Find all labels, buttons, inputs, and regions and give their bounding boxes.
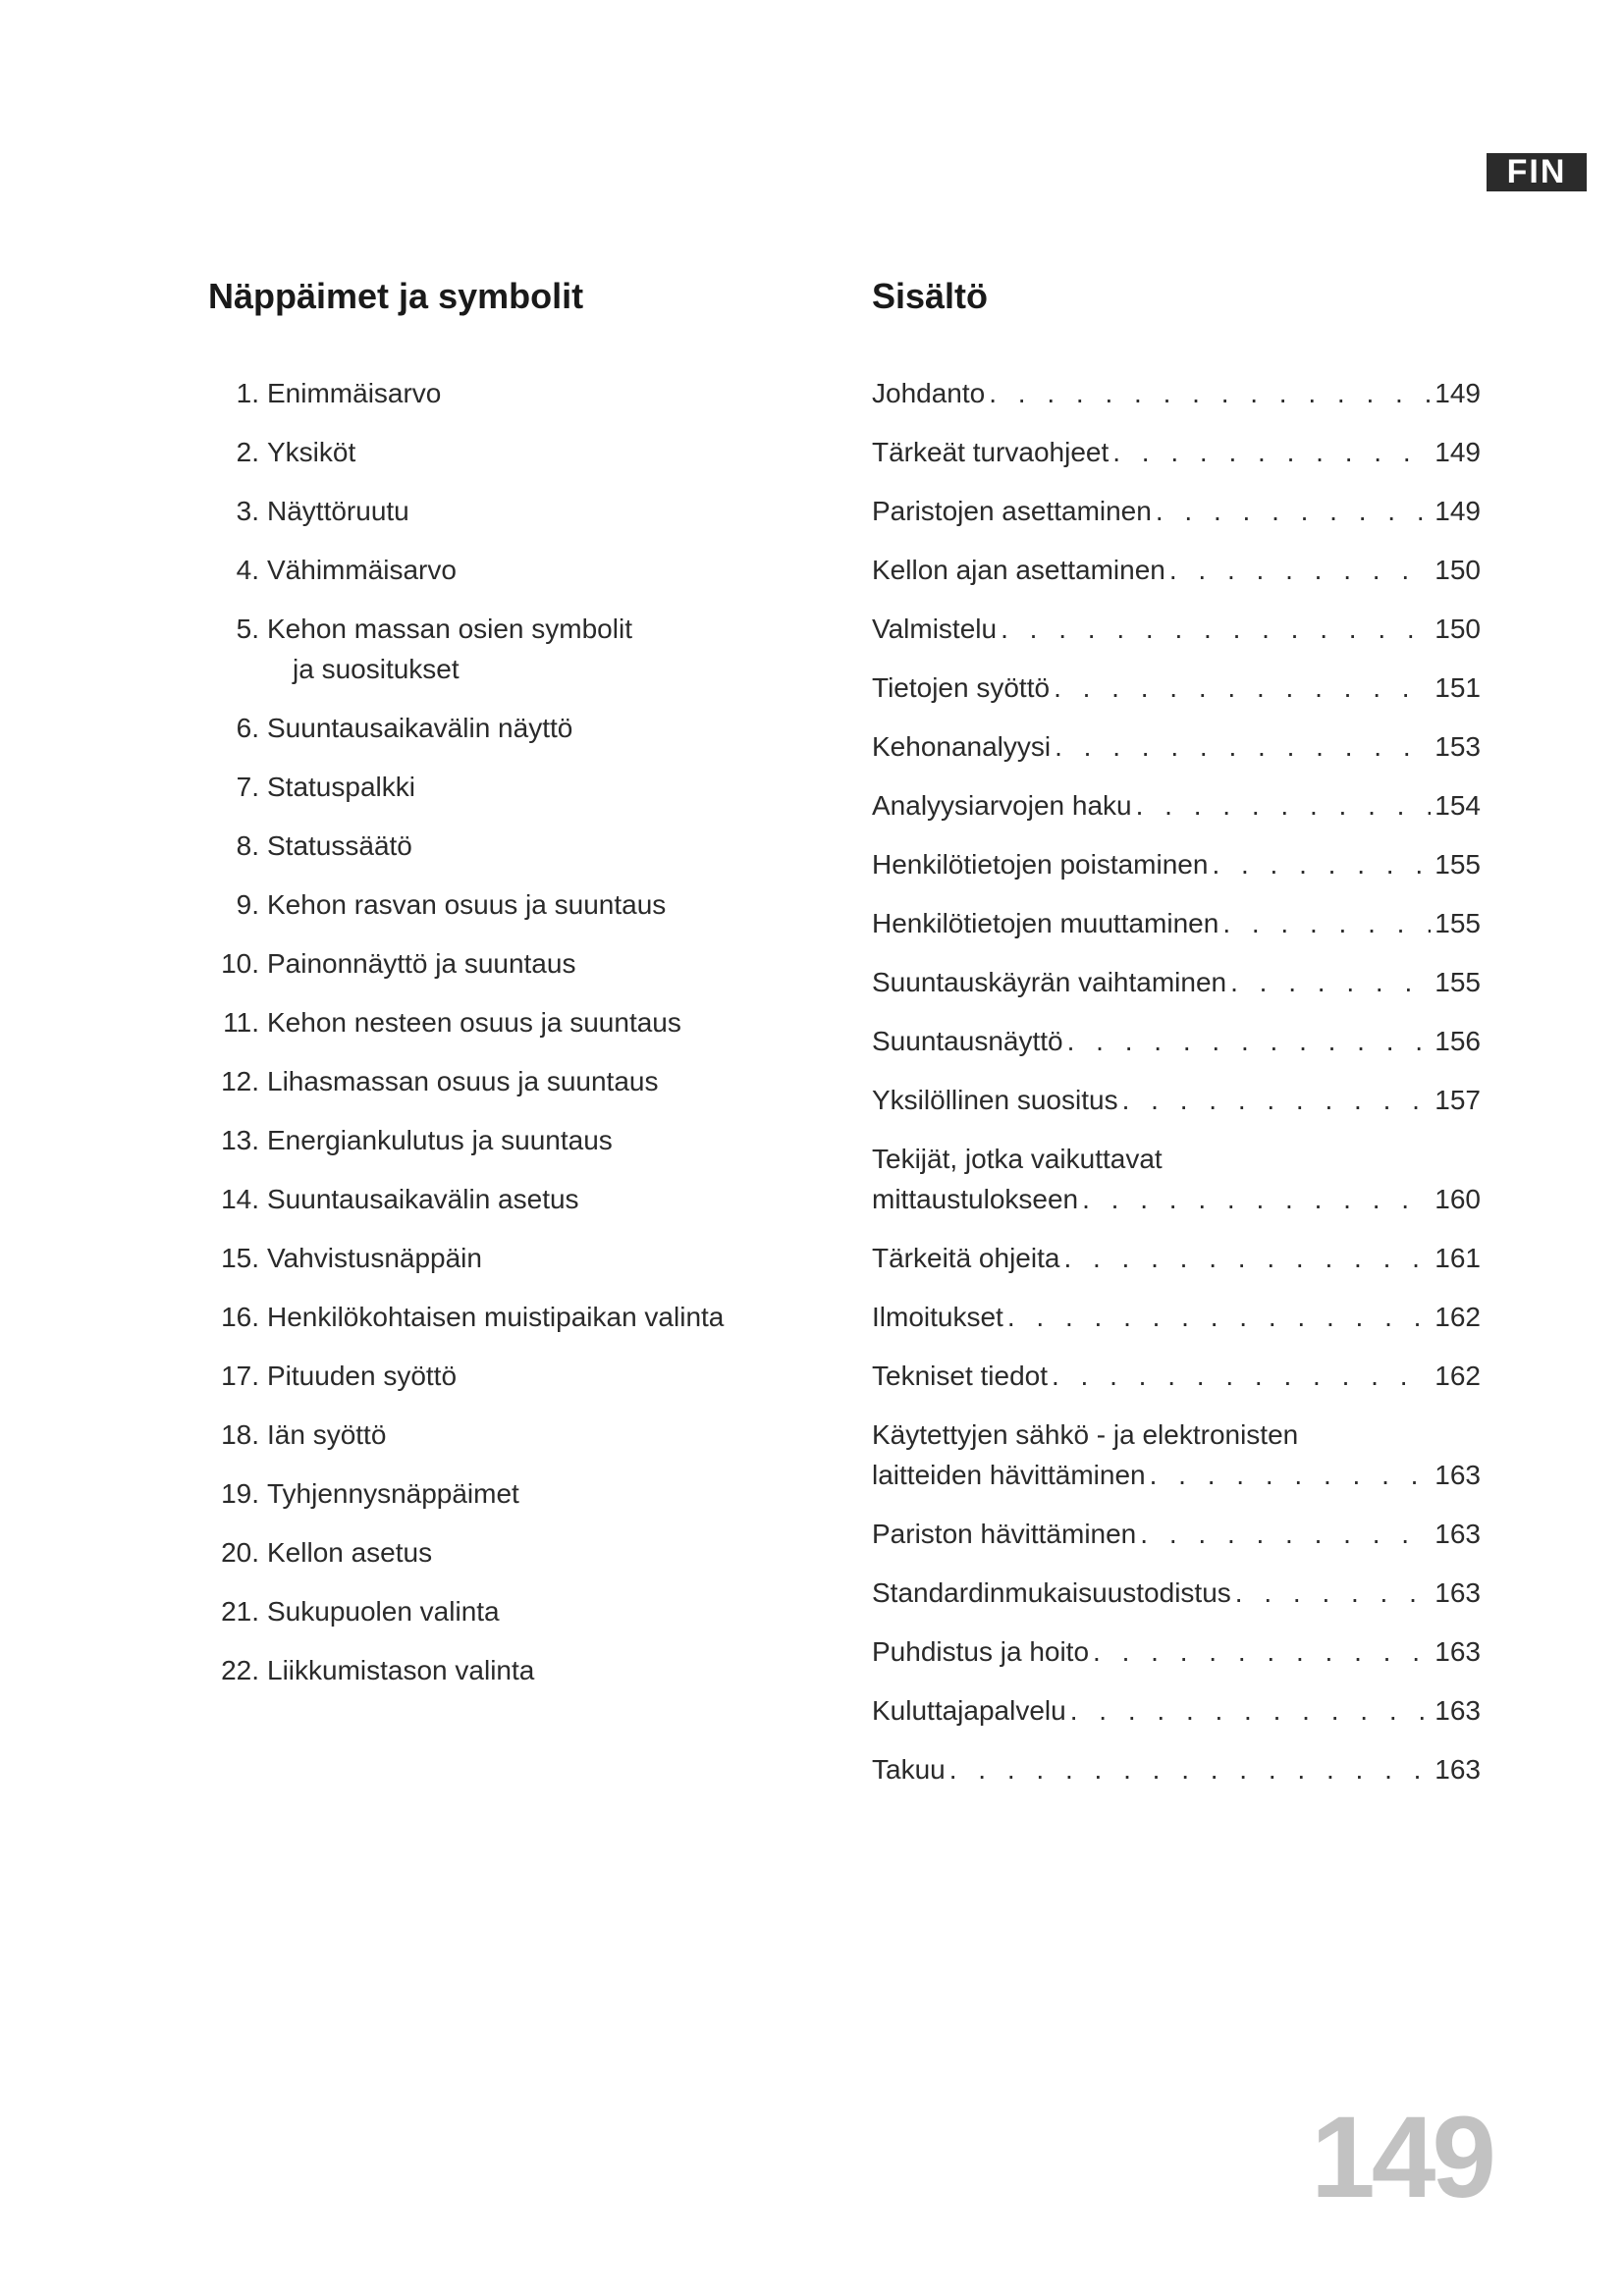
toc-entry-title: Kellon ajan asettaminen <box>872 555 1165 585</box>
toc-entry-page: 156 <box>1435 1026 1481 1056</box>
toc-entry-page: 153 <box>1435 731 1481 762</box>
legend-item-number: 14. <box>221 1184 259 1214</box>
legend-item <box>206 491 835 531</box>
toc-entry <box>872 903 1481 943</box>
legend-item-label: Energiankulutus ja suuntaus <box>267 1125 613 1155</box>
toc-dot-leader <box>1112 432 1431 472</box>
toc-dot-leader <box>1156 491 1431 531</box>
legend-item-number: 2. <box>236 437 259 467</box>
toc-entry-title: Kuluttajapalvelu <box>872 1695 1066 1726</box>
legend-item-number: 20. <box>221 1537 259 1568</box>
toc-entry-title: Analyysiarvojen haku <box>872 790 1132 821</box>
toc-entry <box>872 1514 1481 1554</box>
toc-entry-page: 163 <box>1435 1636 1481 1667</box>
legend-item-label: Kehon nesteen osuus ja suuntaus <box>267 1007 681 1038</box>
legend-item-label: Iän syöttö <box>267 1419 387 1450</box>
legend-item <box>206 1591 835 1631</box>
legend-item-number: 5. <box>236 614 259 644</box>
toc-entry-page: 149 <box>1435 378 1481 408</box>
toc-entry <box>872 1415 1481 1495</box>
toc-entry-title: Tärkeät turvaohjeet <box>872 437 1110 467</box>
legend-item-number: 15. <box>221 1243 259 1273</box>
legend-item-label-line2: ja suositukset <box>293 654 460 684</box>
toc-title: Sisältö <box>872 276 989 316</box>
toc-entry-title-line1: Tekijät, jotka vaikuttavat <box>872 1144 1163 1174</box>
legend-item-number: 21. <box>221 1596 259 1627</box>
toc-entry <box>872 1238 1481 1278</box>
legend-item-label: Sukupuolen valinta <box>267 1596 500 1627</box>
toc-entry <box>872 1573 1481 1613</box>
legend-list <box>206 373 835 1709</box>
legend-item <box>206 432 835 472</box>
toc-dot-leader <box>1082 1179 1431 1219</box>
toc-entry-page: 150 <box>1435 614 1481 644</box>
toc-dot-leader <box>1169 550 1431 590</box>
legend-item <box>206 1002 835 1042</box>
legend-item <box>206 943 835 984</box>
legend-item <box>206 1532 835 1573</box>
legend-item-number: 10. <box>221 948 259 979</box>
legend-item-label-line1: Kehon massan osien symbolit <box>267 614 632 644</box>
legend-item <box>206 1297 835 1337</box>
toc-entry <box>872 962 1481 1002</box>
toc-entry-page: 150 <box>1435 555 1481 585</box>
legend-item-label: Näyttöruutu <box>267 496 409 526</box>
legend-item-number: 11. <box>223 1007 259 1038</box>
legend-item <box>206 1415 835 1455</box>
toc-dot-leader <box>1140 1514 1431 1554</box>
legend-item-label: Statussäätö <box>267 830 412 861</box>
legend-item <box>206 1179 835 1219</box>
toc-entry-page: 149 <box>1435 496 1481 526</box>
toc-entry <box>872 1021 1481 1061</box>
toc-dot-leader <box>1055 726 1431 767</box>
toc-entry-page: 155 <box>1435 908 1481 938</box>
toc-entry-title: Henkilötietojen poistaminen <box>872 849 1209 880</box>
toc-entry-title: Johdanto <box>872 378 986 408</box>
toc-dot-leader <box>1001 609 1431 649</box>
legend-item-number: 16. <box>221 1302 259 1332</box>
legend-item <box>206 550 835 590</box>
legend-title: Näppäimet ja symbolit <box>208 276 584 316</box>
language-badge: FIN <box>1487 153 1587 191</box>
toc-dot-leader <box>1235 1573 1432 1613</box>
legend-item-label <box>267 609 689 689</box>
toc-entry <box>872 432 1481 472</box>
legend-item-label: Yksiköt <box>267 437 356 467</box>
toc-dot-leader <box>1063 1238 1431 1278</box>
legend-item-label: Pituuden syöttö <box>267 1361 458 1391</box>
legend-item-number: 17. <box>221 1361 259 1391</box>
toc-entry <box>872 609 1481 649</box>
toc-entry-page: 155 <box>1435 967 1481 997</box>
toc-entry <box>872 1080 1481 1120</box>
toc-entry <box>872 1356 1481 1396</box>
toc-entry-title: Suuntauskäyrän vaihtaminen <box>872 967 1227 997</box>
legend-item-number: 7. <box>236 772 259 802</box>
legend-item <box>206 1238 835 1278</box>
toc-entry <box>872 785 1481 826</box>
toc-entry-title: Pariston hävittäminen <box>872 1519 1137 1549</box>
legend-item-label: Suuntausaikavälin asetus <box>267 1184 579 1214</box>
toc-dot-leader <box>1052 1356 1431 1396</box>
legend-item-number: 13. <box>221 1125 259 1155</box>
legend-item-label: Painonnäyttö ja suuntaus <box>267 948 576 979</box>
toc-entry <box>872 1690 1481 1731</box>
legend-item-label: Suuntausaikavälin näyttö <box>267 713 573 743</box>
legend-item-label: Lihasmassan osuus ja suuntaus <box>267 1066 659 1096</box>
toc-entry-page: 151 <box>1435 672 1481 703</box>
toc-entry-page: 157 <box>1435 1085 1481 1115</box>
toc-dot-leader <box>1212 844 1431 884</box>
toc-dot-leader <box>989 373 1431 413</box>
legend-item-number: 12. <box>221 1066 259 1096</box>
toc-dot-leader <box>1222 903 1431 943</box>
legend-item-number: 19. <box>221 1478 259 1509</box>
legend-item-label: Vahvistusnäppäin <box>267 1243 482 1273</box>
legend-item <box>206 826 835 866</box>
toc-entry-page: 162 <box>1435 1302 1481 1332</box>
toc-dot-leader <box>1230 962 1431 1002</box>
toc-entry-page: 161 <box>1435 1243 1481 1273</box>
toc-dot-leader <box>1067 1021 1432 1061</box>
toc-entry-title: Paristojen asettaminen <box>872 496 1152 526</box>
toc-entry-page: 163 <box>1435 1460 1481 1490</box>
toc-entry-title: Ilmoitukset <box>872 1302 1003 1332</box>
toc-entry-page: 162 <box>1435 1361 1481 1391</box>
toc-entry-title: Puhdistus ja hoito <box>872 1636 1090 1667</box>
toc-entry-page: 155 <box>1435 849 1481 880</box>
toc-entry-page: 160 <box>1435 1184 1481 1214</box>
legend-item <box>206 884 835 925</box>
legend-item-number: 9. <box>236 889 259 920</box>
toc-entry-title: Kehonanalyysi <box>872 731 1052 762</box>
toc-entry <box>872 491 1481 531</box>
legend-item <box>206 1061 835 1101</box>
legend-item-label: Vähimmäisarvo <box>267 555 457 585</box>
legend-item-label: Kehon rasvan osuus ja suuntaus <box>267 889 667 920</box>
toc-dot-leader <box>1070 1690 1432 1731</box>
toc-entry-title: Standardinmukaisuustodistus <box>872 1577 1231 1608</box>
toc-entry <box>872 1297 1481 1337</box>
toc-entry-page: 149 <box>1435 437 1481 467</box>
toc-entry-title: Valmistelu <box>872 614 998 644</box>
toc-entry <box>872 1631 1481 1672</box>
legend-item-label: Liikkumistason valinta <box>267 1655 535 1685</box>
legend-item-number: 3. <box>236 496 259 526</box>
toc-dot-leader <box>949 1749 1432 1789</box>
toc-entry-page: 154 <box>1435 790 1481 821</box>
legend-item-number: 18. <box>221 1419 259 1450</box>
toc-list <box>872 373 1481 1808</box>
legend-item <box>206 767 835 807</box>
toc-entry-title: Henkilötietojen muuttaminen <box>872 908 1219 938</box>
legend-item-label: Tyhjennysnäppäimet <box>267 1478 519 1509</box>
legend-item <box>206 1650 835 1690</box>
legend-item-number: 4. <box>236 555 259 585</box>
legend-item-label: Enimmäisarvo <box>267 378 442 408</box>
legend-item-label: Statuspalkki <box>267 772 415 802</box>
toc-entry <box>872 667 1481 708</box>
toc-entry <box>872 1139 1481 1219</box>
legend-item-number: 22. <box>221 1655 259 1685</box>
toc-entry <box>872 373 1481 413</box>
toc-entry-page: 163 <box>1435 1695 1481 1726</box>
toc-entry-title-line1: Käytettyjen sähkö - ja elektronisten <box>872 1419 1299 1450</box>
toc-entry-title: laitteiden hävittäminen <box>872 1460 1146 1490</box>
toc-dot-leader <box>1136 785 1432 826</box>
toc-entry-title: Yksilöllinen suositus <box>872 1085 1118 1115</box>
legend-item <box>206 373 835 413</box>
legend-item-label: Kellon asetus <box>267 1537 433 1568</box>
toc-entry-title: mittaustulokseen <box>872 1184 1079 1214</box>
legend-item-number: 1. <box>236 378 259 408</box>
legend-item-number: 8. <box>236 830 259 861</box>
toc-entry <box>872 1749 1481 1789</box>
toc-entry <box>872 844 1481 884</box>
toc-entry-title: Tekniset tiedot <box>872 1361 1048 1391</box>
toc-entry <box>872 726 1481 767</box>
toc-entry-page: 163 <box>1435 1577 1481 1608</box>
toc-entry-title: Takuu <box>872 1754 946 1785</box>
legend-item-number: 6. <box>236 713 259 743</box>
toc-entry-title: Tärkeitä ohjeita <box>872 1243 1060 1273</box>
toc-dot-leader <box>1122 1080 1432 1120</box>
legend-item <box>206 1473 835 1514</box>
toc-entry-page: 163 <box>1435 1519 1481 1549</box>
legend-item <box>206 1356 835 1396</box>
toc-entry-title: Tietojen syöttö <box>872 672 1051 703</box>
page-number: 149 <box>1311 2093 1492 2222</box>
legend-item <box>206 708 835 748</box>
legend-item <box>206 1120 835 1160</box>
toc-entry-page: 163 <box>1435 1754 1481 1785</box>
toc-entry <box>872 550 1481 590</box>
legend-item <box>206 609 835 689</box>
toc-dot-leader <box>1054 667 1431 708</box>
toc-dot-leader <box>1150 1455 1432 1495</box>
toc-dot-leader <box>1007 1297 1431 1337</box>
toc-dot-leader <box>1093 1631 1431 1672</box>
legend-item-label: Henkilökohtaisen muistipaikan valinta <box>267 1302 725 1332</box>
toc-entry-title: Suuntausnäyttö <box>872 1026 1063 1056</box>
